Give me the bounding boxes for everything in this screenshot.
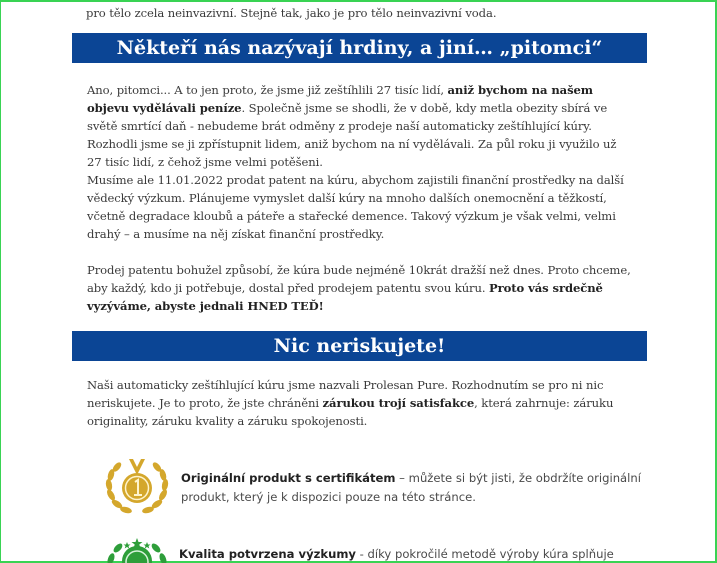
feature-text bbox=[179, 545, 639, 563]
feature-text bbox=[181, 469, 641, 507]
intro-text: pro tělo zcela neinvazivní. Stejně tak, jako je pro tělo neinvazivní voda. bbox=[86, 6, 497, 20]
paragraph-heroes-3 bbox=[87, 261, 632, 315]
feature-title: Originální produkt s certifikátem bbox=[181, 471, 396, 485]
feature-quality-research bbox=[101, 535, 641, 563]
paragraph-text: Ano, pitomci... A to jen proto, že jsme již zeštíhlili 27 tisíc lidí, bbox=[87, 83, 448, 97]
section-heading-heroes: Někteří nás nazývají hrdiny, a jiní… „pitomci“ bbox=[72, 33, 647, 63]
paragraph-no-risk bbox=[87, 376, 632, 430]
paragraph-heroes-2: Musíme ale 11.01.2022 prodat patent na kúru, abychom zajistili finanční prostředky na další vědecký výzkum. Plánujeme vymyslet další kúry na mnoho dalších onemocnění a těžkostí, včetně degradace kloubů a páteře a stařecké demence. Takový výzkum je však velmi, velmi drahý – a musíme na něj získat finanční prostředky. bbox=[87, 173, 624, 241]
section-heading-no-risk: Nic neriskujete! bbox=[72, 331, 647, 361]
paragraph-text: . Společně jsme se shodli, že v době, kdy metla obezity sbírá ve světě smrtící daň - nebudeme brát odměny z prodeje naší automaticky zeštíhlující kúry. Rozhodli jsme se ji zpřístupnit lidem, aniž bychom na ní vydělávali. Za půl roku ji využilo už 27 tisíc lidí, z čehož jsme velmi potěšeni. bbox=[87, 101, 617, 169]
feature-description: - díky pokročilé metodě výroby kúra splňuje bbox=[356, 547, 614, 561]
call-to-action-text: Proto vás srdečně vyzýváme, abyste jednali HNED TEĎ! bbox=[87, 281, 603, 313]
green-star-badge-icon bbox=[101, 535, 173, 563]
feature-title: Kvalita potvrzena výzkumy bbox=[179, 547, 356, 561]
paragraph-text: Prodej patentu bohužel způsobí, že kúra bude nejméně 10krát dražší než dnes. Proto chceme, aby každý, kdo ji potřebuje, dostal před prodejem patentu svou kúru. bbox=[87, 263, 631, 295]
gold-medal-icon bbox=[101, 455, 173, 525]
paragraph-text: , která zahrnuje: záruku originality, záruku kvality a záruku spokojenosti. bbox=[87, 396, 614, 428]
paragraph-text: Naši automaticky zeštíhlující kúru jsme nazvali Prolesan Pure. Rozhodnutím se pro ni nic neriskujete. Je to proto, že jste chráněni bbox=[87, 378, 604, 410]
paragraph-emphasis: zárukou trojí satisfakce bbox=[322, 396, 475, 410]
paragraph-emphasis: aniž bychom na našem objevu vydělávali peníze bbox=[87, 83, 593, 115]
feature-original-product bbox=[101, 455, 641, 525]
paragraph-heroes-1 bbox=[87, 81, 632, 171]
feature-description: – můžete si být jisti, že obdržíte originální produkt, který je k dispozici pouze na této stránce. bbox=[181, 471, 641, 504]
